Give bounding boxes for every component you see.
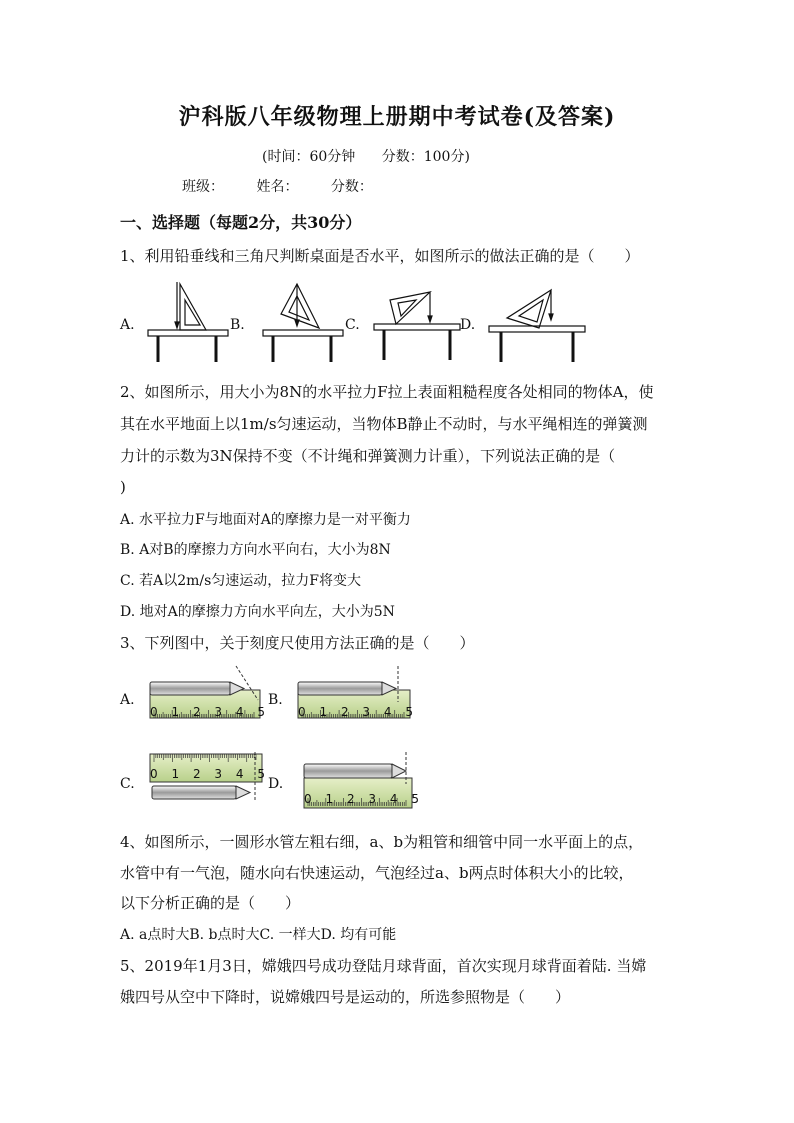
tick-label: 0 [304,792,312,806]
score-field: 分数： [330,179,373,195]
exam-meta [262,146,492,166]
tick-label: 3 [214,705,223,719]
question-2-line-4: ) [120,478,126,496]
tick-label: 4 [235,705,244,719]
tick-label: 4 [235,767,244,781]
class-field: 班级： [182,179,224,195]
q1-figure-a [148,282,228,362]
tick-label: 5 [411,792,419,806]
ruler-d-labels [304,792,419,806]
tick-label: 1 [319,705,328,719]
q3-label-c: C. [120,776,135,792]
question-5-line-1: 5、2019年1月3日，嫦娥四号成功登陆月球背面，首次实现月球背面着陆. 当嫦 [120,957,647,975]
tick-label: 2 [192,767,201,781]
q2-option-c: C. 若A以2m/s匀速运动，拉力F将变大 [120,573,362,589]
q1-label-d: D. [460,317,476,333]
question-2-line-3: 力计的示数为3N保持不变（不计绳和弹簧测力计重），下列说法正确的是（ [120,447,616,465]
tick-label: 5 [257,705,265,719]
tick-label: 3 [368,792,377,806]
tick-label: 2 [340,705,349,719]
tick-label: 3 [362,705,371,719]
q2-option-d: D. 地对A的摩擦力方向水平向左，大小为5N [120,604,395,620]
q1-label-b: B. [230,317,245,333]
tick-label: 4 [389,792,398,806]
question-4-line-2: 水管中有一气泡，随水向右快速运动，气泡经过a、b两点时体积大小的比较， [120,864,634,882]
q1-label-a: A. [120,317,135,333]
question-3: 3、下列图中，关于刻度尺使用方法正确的是（ ） [120,634,475,652]
ruler-b-labels [298,705,413,719]
tick-label: 3 [214,767,223,781]
question-5-line-2: 娥四号从空中下降时，说嫦娥四号是运动的，所选参照物是（ ） [120,988,571,1006]
tick-label: 5 [405,705,413,719]
ruler-c-labels [150,767,265,781]
question-2-line-1: 2、如图所示，用大小为8N的水平拉力F拉上表面粗糙程度各处相同的物体A，使 [120,383,654,401]
tick-label: 4 [383,705,392,719]
tick-label: 0 [150,705,158,719]
q4-options: A. a点时大B. b点时大C. 一样大D. 均有可能 [120,927,397,943]
question-4-line-1: 4、如图所示，一圆形水管左粗右细，a、b为粗管和细管中同一水平面上的点， [120,833,644,851]
tick-label: 0 [150,767,158,781]
question-2-line-2: 其在水平地面上以1m/s匀速运动，当物体B静止不动时，与水平绳相连的弹簧测 [120,415,648,433]
ruler-a-labels [150,705,265,719]
tick-label: 5 [257,767,265,781]
page-title: 沪科版八年级物理上册期中考试卷(及答案) [178,104,616,130]
name-field: 姓名： [256,179,299,195]
q1-figures [140,278,590,368]
q3-label-b: B. [268,692,283,708]
q1-figure-c [374,292,460,360]
q2-option-a: A. 水平拉力F与地面对A的摩擦力是一对平衡力 [120,512,411,528]
question-1: 1、利用铅垂线和三角尺判断桌面是否水平，如图所示的做法正确的是（ ） [120,247,640,265]
q1-figure-b [263,284,343,362]
q3-label-d: D. [268,776,284,792]
tick-label: 1 [171,705,180,719]
section-heading: 一、选择题（每题2分，共30分） [120,213,362,232]
q1-figure-d [489,290,585,362]
tick-label: 1 [325,792,334,806]
q2-option-b: B. A对B的摩擦力方向水平向右，大小为8N [120,542,391,558]
student-info [182,176,401,196]
tick-label: 2 [192,705,201,719]
tick-label: 1 [171,767,180,781]
q3-label-a: A. [120,692,135,708]
tick-label: 2 [346,792,355,806]
tick-label: 0 [298,705,306,719]
q1-label-c: C. [345,317,360,333]
question-4-line-3: 以下分析正确的是（ ） [120,894,301,912]
exam-score: 分数：100分) [381,149,470,165]
exam-time: (时间：60分钟 [262,149,356,165]
